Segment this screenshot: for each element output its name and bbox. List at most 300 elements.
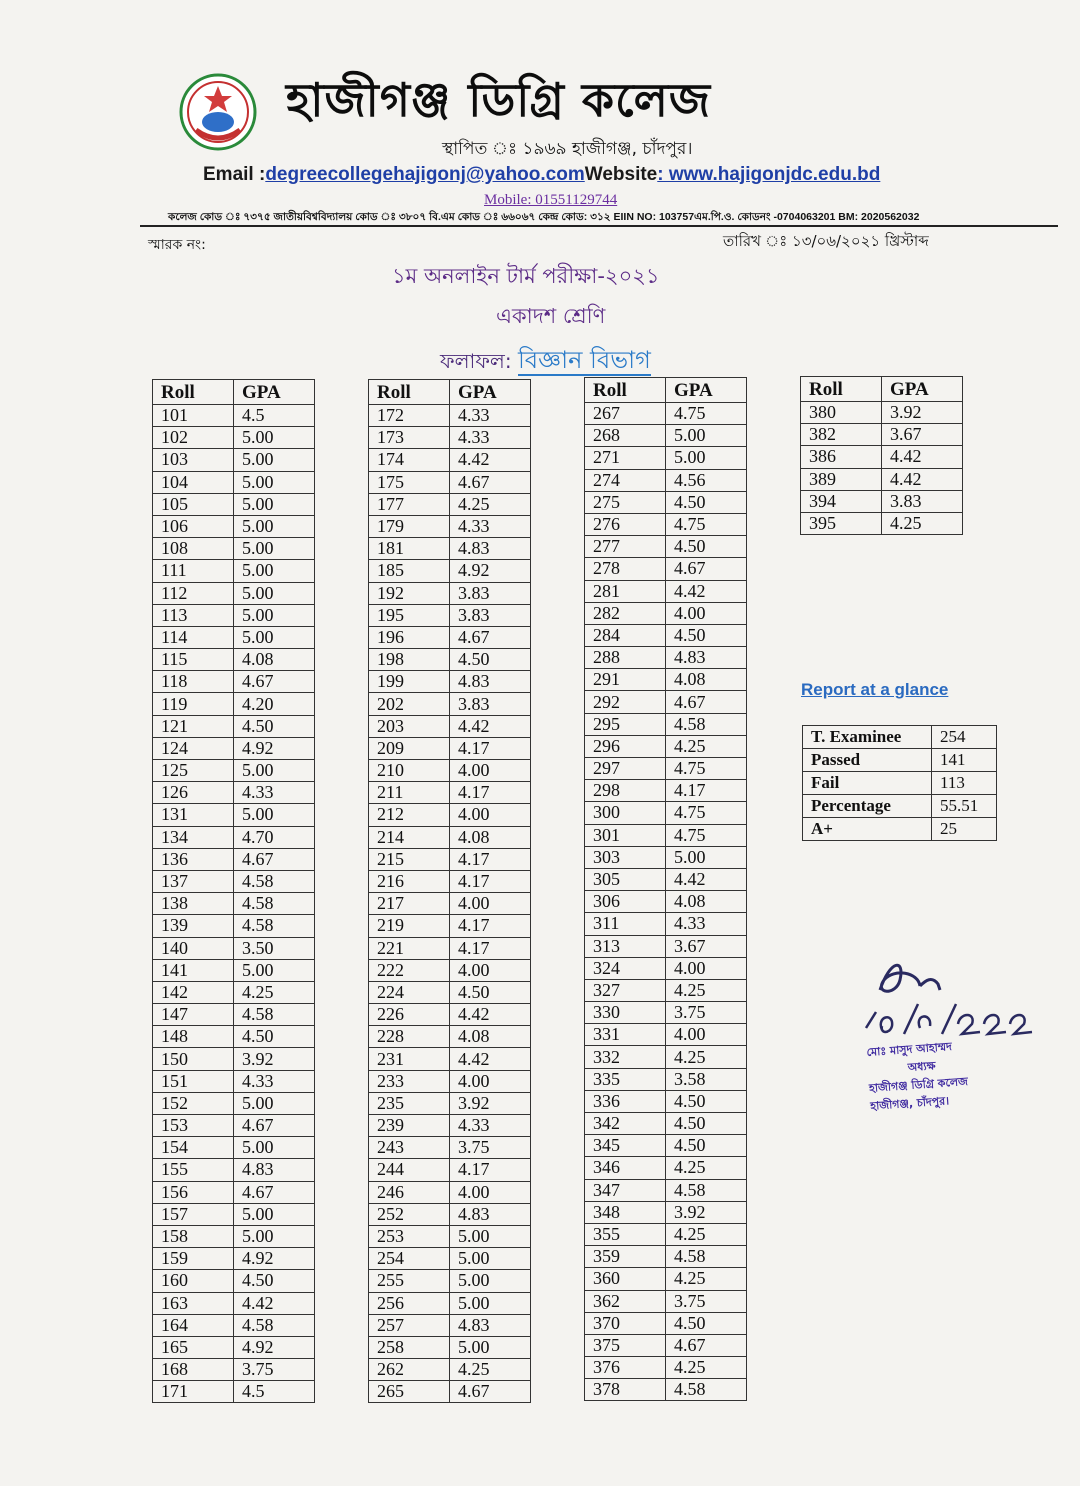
gpa-cell: 4.25: [666, 1268, 747, 1290]
roll-cell: 172: [369, 405, 450, 427]
roll-cell: 158: [153, 1225, 234, 1247]
gpa-cell: 4.42: [450, 449, 531, 471]
table-row: [585, 1379, 747, 1401]
table-row: [585, 647, 747, 669]
roll-cell: 394: [801, 490, 882, 512]
table-row: [153, 405, 315, 427]
table-row: [153, 915, 315, 937]
roll-cell: 292: [585, 691, 666, 713]
roll-cell: 113: [153, 604, 234, 626]
signatory-stamp: [866, 1037, 970, 1116]
gpa-cell: 4.75: [666, 513, 747, 535]
gpa-cell: 4.08: [234, 649, 315, 671]
roll-cell: 216: [369, 870, 450, 892]
gpa-cell: 3.92: [666, 1201, 747, 1223]
roll-cell: 226: [369, 1004, 450, 1026]
gpa-cell: 4.42: [450, 715, 531, 737]
gpa-cell: 5.00: [450, 1248, 531, 1270]
table-row: [585, 691, 747, 713]
table-row: [369, 427, 531, 449]
gpa-cell: 5.00: [234, 626, 315, 648]
gpa-cell: 4.33: [234, 782, 315, 804]
roll-cell: 160: [153, 1270, 234, 1292]
gpa-cell: 4.50: [666, 1135, 747, 1157]
gpa-cell: 4.75: [666, 403, 747, 425]
gpa-cell: 4.33: [234, 1070, 315, 1092]
table-row: [153, 1004, 315, 1026]
table-row: [369, 782, 531, 804]
gpa-cell: 5.00: [234, 582, 315, 604]
table-row: [369, 493, 531, 515]
roll-cell: 347: [585, 1179, 666, 1201]
gpa-table-2: [368, 379, 531, 1403]
roll-cell: 389: [801, 468, 882, 490]
roll-cell: 177: [369, 493, 450, 515]
table-row: [153, 937, 315, 959]
roll-cell: 137: [153, 870, 234, 892]
table-row: [585, 891, 747, 913]
gpa-cell: 4.08: [450, 1026, 531, 1048]
roll-cell: 165: [153, 1336, 234, 1358]
roll-cell: 181: [369, 538, 450, 560]
gpa-cell: 4.17: [450, 737, 531, 759]
gpa-cell: 4.08: [666, 891, 747, 913]
table-row: [585, 1090, 747, 1112]
roll-cell: 163: [153, 1292, 234, 1314]
table-row: [585, 558, 747, 580]
roll-cell: 305: [585, 868, 666, 890]
website-link[interactable]: : www.hajigonjdc.edu.bd: [657, 164, 881, 185]
gpa-cell: 4.17: [666, 780, 747, 802]
gpa-table-1: [152, 379, 315, 1403]
roll-cell: 171: [153, 1381, 234, 1403]
roll-cell: 142: [153, 981, 234, 1003]
roll-cell: 139: [153, 915, 234, 937]
class-name: একাদশ শ্রেণি: [496, 304, 606, 328]
summary-value: 25: [932, 818, 997, 841]
table-row: [369, 915, 531, 937]
roll-cell: 119: [153, 693, 234, 715]
roll-cell: 118: [153, 671, 234, 693]
gpa-cell: 4.08: [450, 826, 531, 848]
roll-cell: 284: [585, 624, 666, 646]
gpa-cell: 4.75: [666, 758, 747, 780]
roll-cell: 175: [369, 471, 450, 493]
roll-cell: 342: [585, 1113, 666, 1135]
table-row: [585, 913, 747, 935]
gpa-cell: 4.83: [666, 647, 747, 669]
roll-cell: 210: [369, 760, 450, 782]
table-row: [585, 624, 747, 646]
table-row: [801, 468, 963, 490]
gpa-cell: 3.92: [882, 402, 963, 424]
gpa-cell: 4.67: [450, 471, 531, 493]
roll-cell: 255: [369, 1270, 450, 1292]
table-row: [369, 1270, 531, 1292]
table-row: [369, 1004, 531, 1026]
gpa-cell: 4.75: [666, 824, 747, 846]
table-row: [369, 1048, 531, 1070]
gpa-cell: 3.83: [450, 582, 531, 604]
gpa-cell: 5.00: [234, 493, 315, 515]
issue-date: তারিখ ঃ ১৩/০৬/২০২১ খ্রিস্টাব্দ: [723, 232, 929, 250]
roll-cell: 219: [369, 915, 450, 937]
table-row: [585, 824, 747, 846]
gpa-cell: 5.00: [234, 959, 315, 981]
gpa-cell: 5.00: [234, 560, 315, 582]
roll-cell: 209: [369, 737, 450, 759]
gpa-header: GPA: [666, 378, 747, 403]
roll-cell: 156: [153, 1181, 234, 1203]
gpa-cell: 4.58: [234, 870, 315, 892]
roll-cell: 306: [585, 891, 666, 913]
gpa-cell: 4.00: [450, 1181, 531, 1203]
roll-cell: 126: [153, 782, 234, 804]
report-glance-title: Report at a glance: [801, 680, 949, 699]
table-row: [153, 471, 315, 493]
table-row: [369, 1026, 531, 1048]
roll-cell: 108: [153, 538, 234, 560]
table-row: [801, 402, 963, 424]
table-row: [585, 602, 747, 624]
roll-cell: 380: [801, 402, 882, 424]
roll-cell: 101: [153, 405, 234, 427]
table-row: [369, 715, 531, 737]
roll-cell: 257: [369, 1314, 450, 1336]
table-row: [153, 804, 315, 826]
gpa-cell: 5.00: [234, 604, 315, 626]
roll-cell: 222: [369, 959, 450, 981]
table-row: [585, 846, 747, 868]
roll-cell: 138: [153, 893, 234, 915]
gpa-cell: 4.83: [450, 1203, 531, 1225]
roll-cell: 395: [801, 512, 882, 534]
gpa-cell: 4.50: [666, 624, 747, 646]
roll-cell: 214: [369, 826, 450, 848]
gpa-cell: 4.67: [666, 558, 747, 580]
contact-line: [203, 164, 880, 186]
roll-cell: 239: [369, 1115, 450, 1137]
table-row: [153, 715, 315, 737]
roll-cell: 159: [153, 1248, 234, 1270]
signatory-name: মোঃ মাসুদ আহাম্মদ: [866, 1040, 953, 1059]
gpa-cell: 4.08: [666, 669, 747, 691]
table-row: [153, 1048, 315, 1070]
roll-cell: 179: [369, 515, 450, 537]
summary-row: [803, 795, 997, 818]
table-row: [153, 1159, 315, 1181]
gpa-cell: 4.58: [234, 1314, 315, 1336]
table-row: [369, 804, 531, 826]
gpa-cell: 4.25: [882, 512, 963, 534]
summary-row: [803, 818, 997, 841]
roll-cell: 355: [585, 1223, 666, 1245]
gpa-cell: 4.17: [450, 937, 531, 959]
table-row: [585, 1113, 747, 1135]
table-row: [369, 671, 531, 693]
gpa-cell: 4.67: [234, 848, 315, 870]
roll-cell: 265: [369, 1381, 450, 1403]
header-divider: [140, 225, 1058, 227]
table-row: [153, 538, 315, 560]
table-row: [585, 1068, 747, 1090]
table-row: [585, 1290, 747, 1312]
table-row: [585, 758, 747, 780]
gpa-cell: 4.50: [666, 536, 747, 558]
roll-cell: 174: [369, 449, 450, 471]
table-row: [369, 1292, 531, 1314]
table-row: [801, 512, 963, 534]
table-row: [585, 469, 747, 491]
roll-cell: 199: [369, 671, 450, 693]
table-row: [153, 1070, 315, 1092]
roll-cell: 297: [585, 758, 666, 780]
table-row: [585, 713, 747, 735]
table-row: [153, 1270, 315, 1292]
gpa-cell: 3.67: [666, 935, 747, 957]
gpa-cell: 4.50: [450, 649, 531, 671]
gpa-cell: 4.83: [450, 538, 531, 560]
table-row: [585, 1046, 747, 1068]
roll-cell: 346: [585, 1157, 666, 1179]
table-row: [153, 1203, 315, 1225]
roll-cell: 231: [369, 1048, 450, 1070]
roll-cell: 151: [153, 1070, 234, 1092]
roll-cell: 215: [369, 848, 450, 870]
roll-cell: 173: [369, 427, 450, 449]
gpa-cell: 3.50: [234, 937, 315, 959]
roll-cell: 288: [585, 647, 666, 669]
gpa-cell: 4.25: [666, 1046, 747, 1068]
table-row: [585, 1179, 747, 1201]
summary-value: 254: [932, 726, 997, 749]
gpa-cell: 4.42: [666, 868, 747, 890]
gpa-cell: 4.42: [450, 1004, 531, 1026]
table-row: [369, 1070, 531, 1092]
roll-cell: 152: [153, 1092, 234, 1114]
gpa-cell: 3.92: [234, 1048, 315, 1070]
roll-cell: 324: [585, 957, 666, 979]
roll-cell: 360: [585, 1268, 666, 1290]
roll-cell: 198: [369, 649, 450, 671]
roll-cell: 233: [369, 1070, 450, 1092]
gpa-cell: 4.25: [450, 1359, 531, 1381]
roll-cell: 114: [153, 626, 234, 648]
roll-header: Roll: [153, 380, 234, 405]
table-row: [153, 893, 315, 915]
gpa-cell: 4.5: [234, 405, 315, 427]
gpa-cell: 4.25: [234, 981, 315, 1003]
table-row: [585, 669, 747, 691]
gpa-cell: 4.70: [234, 826, 315, 848]
roll-cell: 111: [153, 560, 234, 582]
gpa-cell: 4.5: [234, 1381, 315, 1403]
gpa-cell: 4.92: [234, 1248, 315, 1270]
roll-cell: 141: [153, 959, 234, 981]
email-link[interactable]: degreecollegehajigonj@yahoo.com: [265, 164, 585, 185]
roll-cell: 102: [153, 427, 234, 449]
table-row: [369, 1314, 531, 1336]
table-row: [153, 493, 315, 515]
result-heading: [440, 342, 651, 382]
summary-row: [803, 726, 997, 749]
table-row: [585, 1157, 747, 1179]
gpa-cell: 4.17: [450, 848, 531, 870]
table-row: [585, 957, 747, 979]
table-row: [153, 959, 315, 981]
gpa-cell: 4.67: [450, 626, 531, 648]
roll-header: Roll: [585, 378, 666, 403]
table-row: [585, 1334, 747, 1356]
gpa-cell: 3.75: [666, 1290, 747, 1312]
signatory-title: অধ্যক্ষ: [907, 1059, 936, 1075]
institution-codes: কলেজ কোড ঃ ৭৩৭৫ জাতীয়বিশ্ববিদ্যালয় কোড ঃ ৩৮০৭ বি.এম কোড ঃ ৬৬০৬৭ কেন্দ্র কোড: ৩১২ EIIN NO: 103757এম.পি.ও. কোডনং -0704063201 BM: 2020562032: [168, 211, 920, 223]
gpa-cell: 3.75: [450, 1137, 531, 1159]
gpa-cell: 4.58: [234, 1004, 315, 1026]
roll-cell: 140: [153, 937, 234, 959]
roll-cell: 359: [585, 1246, 666, 1268]
roll-cell: 168: [153, 1359, 234, 1381]
gpa-cell: 4.58: [234, 915, 315, 937]
table-row: [369, 959, 531, 981]
table-row: [585, 1135, 747, 1157]
table-row: [153, 1115, 315, 1137]
gpa-cell: 4.50: [234, 715, 315, 737]
table-row: [585, 1312, 747, 1334]
table-row: [585, 447, 747, 469]
roll-cell: 332: [585, 1046, 666, 1068]
gpa-cell: 4.00: [666, 1024, 747, 1046]
table-row: [153, 1314, 315, 1336]
gpa-cell: 4.56: [666, 469, 747, 491]
roll-cell: 267: [585, 403, 666, 425]
gpa-cell: 4.17: [450, 870, 531, 892]
gpa-cell: 4.25: [666, 735, 747, 757]
roll-cell: 330: [585, 1002, 666, 1024]
gpa-cell: 4.20: [234, 693, 315, 715]
table-row: [369, 1359, 531, 1381]
table-row: [369, 626, 531, 648]
gpa-cell: 5.00: [234, 538, 315, 560]
gpa-cell: 5.00: [450, 1292, 531, 1314]
gpa-cell: 4.00: [450, 760, 531, 782]
college-name: হাজীগঞ্জ ডিগ্রি কলেজ: [286, 73, 712, 127]
roll-cell: 228: [369, 1026, 450, 1048]
roll-cell: 153: [153, 1115, 234, 1137]
roll-cell: 202: [369, 693, 450, 715]
signatory-place: হাজীগঞ্জ, চাঁদপুর।: [869, 1094, 950, 1113]
gpa-cell: 4.67: [234, 1181, 315, 1203]
mobile-number: Mobile: 01551129744: [484, 192, 618, 208]
roll-cell: 244: [369, 1159, 450, 1181]
table-row: [153, 693, 315, 715]
roll-cell: 253: [369, 1225, 450, 1247]
roll-cell: 125: [153, 760, 234, 782]
roll-cell: 301: [585, 824, 666, 846]
table-row: [585, 1002, 747, 1024]
gpa-cell: 3.83: [882, 490, 963, 512]
roll-cell: 164: [153, 1314, 234, 1336]
table-row: [153, 1359, 315, 1381]
table-row: [369, 538, 531, 560]
table-row: [801, 490, 963, 512]
summary-value: 141: [932, 749, 997, 772]
roll-cell: 303: [585, 846, 666, 868]
table-row: [153, 760, 315, 782]
summary-row: [803, 772, 997, 795]
table-row: [585, 802, 747, 824]
gpa-cell: 5.00: [234, 1203, 315, 1225]
table-row: [153, 1225, 315, 1247]
gpa-cell: 4.58: [666, 1179, 747, 1201]
department-name: বিজ্ঞান বিভাগ: [517, 346, 651, 374]
table-row: [585, 1201, 747, 1223]
table-row: [153, 870, 315, 892]
gpa-cell: 4.25: [666, 1223, 747, 1245]
table-row: [369, 760, 531, 782]
gpa-cell: 4.42: [234, 1292, 315, 1314]
roll-cell: 211: [369, 782, 450, 804]
table-row: [585, 735, 747, 757]
table-row: [369, 893, 531, 915]
summary-value: 113: [932, 772, 997, 795]
summary-label: Fail: [803, 772, 932, 795]
roll-cell: 291: [585, 669, 666, 691]
table-row: [585, 403, 747, 425]
roll-cell: 348: [585, 1201, 666, 1223]
table-row: [153, 1026, 315, 1048]
roll-cell: 335: [585, 1068, 666, 1090]
roll-cell: 262: [369, 1359, 450, 1381]
table-row: [369, 1225, 531, 1247]
table-row: [369, 937, 531, 959]
table-row: [153, 649, 315, 671]
established-info: স্থাপিত ঃ ১৯৬৯ হাজীগঞ্জ, চাঁদপুর।: [442, 139, 693, 159]
table-row: [369, 604, 531, 626]
gpa-cell: 4.50: [666, 1113, 747, 1135]
roll-cell: 154: [153, 1137, 234, 1159]
roll-cell: 212: [369, 804, 450, 826]
gpa-cell: 5.00: [450, 1336, 531, 1358]
gpa-cell: 4.33: [450, 515, 531, 537]
gpa-cell: 4.33: [450, 405, 531, 427]
table-row: [369, 693, 531, 715]
table-row: [369, 449, 531, 471]
gpa-header: GPA: [882, 377, 963, 402]
roll-cell: 157: [153, 1203, 234, 1225]
table-row: [153, 981, 315, 1003]
table-row: [153, 560, 315, 582]
roll-cell: 382: [801, 424, 882, 446]
roll-cell: 327: [585, 979, 666, 1001]
gpa-cell: 4.42: [882, 446, 963, 468]
gpa-cell: 4.58: [666, 1379, 747, 1401]
gpa-cell: 4.25: [666, 1357, 747, 1379]
roll-cell: 378: [585, 1379, 666, 1401]
roll-cell: 136: [153, 848, 234, 870]
roll-cell: 295: [585, 713, 666, 735]
gpa-cell: 3.75: [666, 1002, 747, 1024]
gpa-cell: 5.00: [234, 471, 315, 493]
roll-cell: 147: [153, 1004, 234, 1026]
table-row: [369, 826, 531, 848]
gpa-cell: 4.83: [450, 1314, 531, 1336]
table-row: [153, 582, 315, 604]
table-row: [153, 1248, 315, 1270]
gpa-cell: 4.58: [234, 893, 315, 915]
roll-cell: 370: [585, 1312, 666, 1334]
roll-cell: 105: [153, 493, 234, 515]
